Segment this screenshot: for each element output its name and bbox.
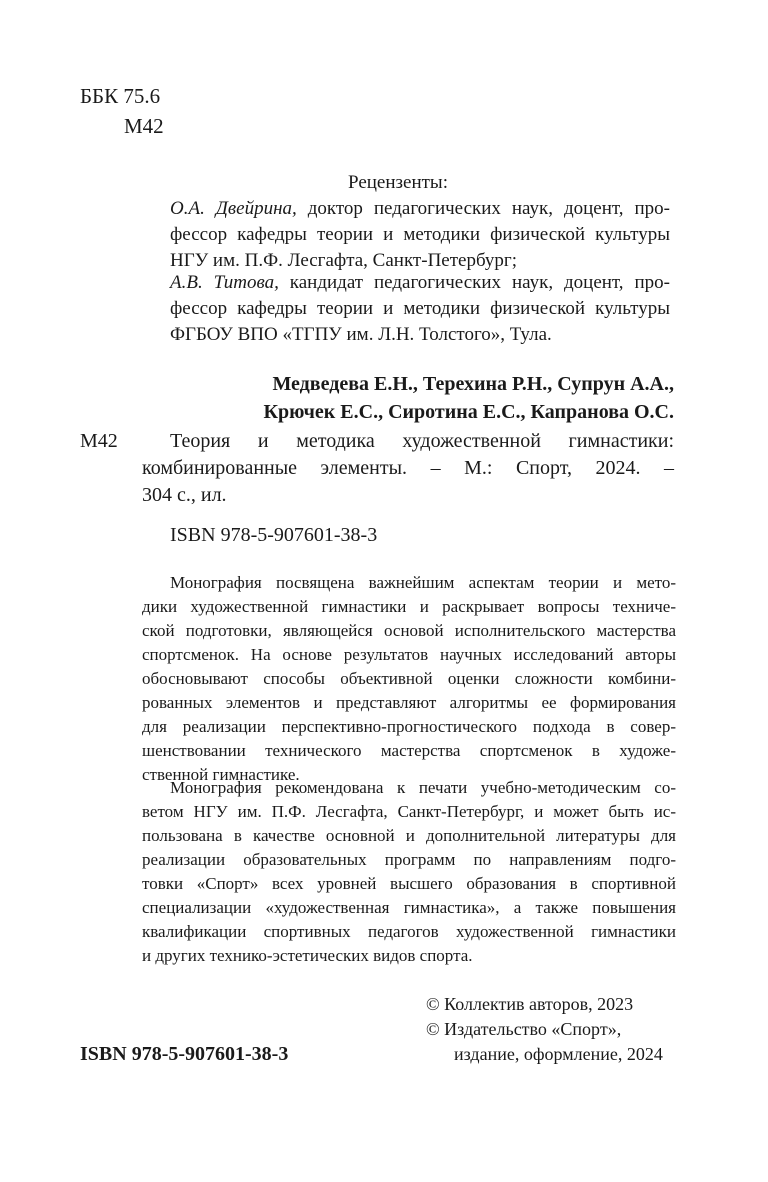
abstract-1-line-1: Монография посвящена важнейшим аспектам теории и мето-	[170, 573, 676, 592]
book-title-line-1: Теория и методика художественной гимнастики:	[170, 430, 674, 452]
abstract-1-line-3: ской подготовки, являющейся основой исполнительского мастерства	[142, 621, 676, 640]
authors-line-1: Медведева Е.Н., Терехина Р.Н., Супрун А.А.,	[272, 373, 674, 395]
abstract-paragraph-2	[142, 776, 676, 968]
abstract-1-line-9: ственной гимнастике.	[142, 765, 300, 784]
bottom-isbn: ISBN 978-5-907601-38-3	[80, 1043, 289, 1065]
abstract-1-line-6: рованных элементов и представляют алгоритмы ее формирования	[142, 693, 676, 712]
bbk-index: ББК 75.6	[80, 84, 161, 108]
abstract-1-line-4: спортсменок. На основе результатов научных исследований авторы	[142, 645, 676, 664]
copyright-block	[426, 992, 663, 1067]
reviewer-2-line-1	[170, 270, 670, 296]
book-title-line-3: 304 с., ил.	[142, 484, 227, 506]
reviewer-1-text: доктор педагогических наук, доцент, про-	[296, 198, 670, 219]
reviewer-2-text: кандидат педагогических наук, доцент, про-	[278, 272, 670, 293]
abstract-2-line-2: ветом НГУ им. П.Ф. Лесгафта, Санкт-Петербург, и может быть ис-	[142, 802, 676, 821]
abstract-2-line-4: реализации образовательных программ по направлениям подго-	[142, 850, 676, 869]
abstract-1-line-8: шенствовании технического мастерства спортсменок в художе-	[142, 741, 676, 760]
abstract-2-line-3: пользована в качестве основной и дополнительной литературы для	[142, 826, 676, 845]
reviewer-1-line-1	[170, 196, 670, 222]
reviewer-1-line-3: НГУ им. П.Ф. Лесгафта, Санкт-Петербург;	[170, 250, 517, 271]
copyright-authors: © Коллектив авторов, 2023	[426, 994, 634, 1014]
reviewer-2-line-2: фессор кафедры теории и методики физической культуры	[170, 298, 670, 319]
reviewers-title: Рецензенты:	[348, 172, 448, 193]
abstract-2-line-6: специализации «художественная гимнастика», а также повышения	[142, 898, 676, 917]
reviewer-2-line-3: ФГБОУ ВПО «ТГПУ им. Л.Н. Толстого», Тула.	[170, 324, 552, 345]
copyright-edition: издание, оформление, 2024	[454, 1044, 663, 1064]
reviewer-2	[170, 270, 670, 348]
book-title	[142, 428, 674, 509]
author-mark: М42	[124, 114, 164, 138]
reviewer-2-name: А.В. Титова,	[170, 272, 279, 293]
reviewer-1-name: О.А. Двейрина,	[170, 198, 297, 219]
abstract-2-line-7: квалификации спортивных педагогов художественной гимнастики	[142, 922, 676, 941]
abstract-2-line-5: товки «Спорт» всех уровней высшего образования в спортивной	[142, 874, 676, 893]
authors-line-2: Крючек Е.С., Сиротина Е.С., Капранова О.С.	[263, 401, 674, 423]
abstract-2-line-8: и других технико-эстетических видов спорта.	[142, 946, 473, 965]
abstract-2-line-1: Монография рекомендована к печати учебно-методическим со-	[170, 778, 676, 797]
reviewer-1	[170, 196, 670, 274]
authors	[130, 370, 674, 426]
abstract-paragraph-1	[142, 571, 676, 787]
book-title-line-2: комбинированные элементы. – М.: Спорт, 2024. –	[142, 457, 674, 479]
book-author-mark: М42	[80, 430, 118, 452]
isbn: ISBN 978-5-907601-38-3	[170, 524, 378, 546]
abstract-1-line-5: обосновывают способы объективной оценки сложности комбини-	[142, 669, 676, 688]
abstract-1-line-7: для реализации перспективно-прогностического подхода в совер-	[142, 717, 676, 736]
reviewer-1-line-2: фессор кафедры теории и методики физической культуры	[170, 224, 670, 245]
abstract-1-line-2: дики художественной гимнастики и раскрывает вопросы техниче-	[142, 597, 676, 616]
copyright-publisher: © Издательство «Спорт»,	[426, 1019, 622, 1039]
